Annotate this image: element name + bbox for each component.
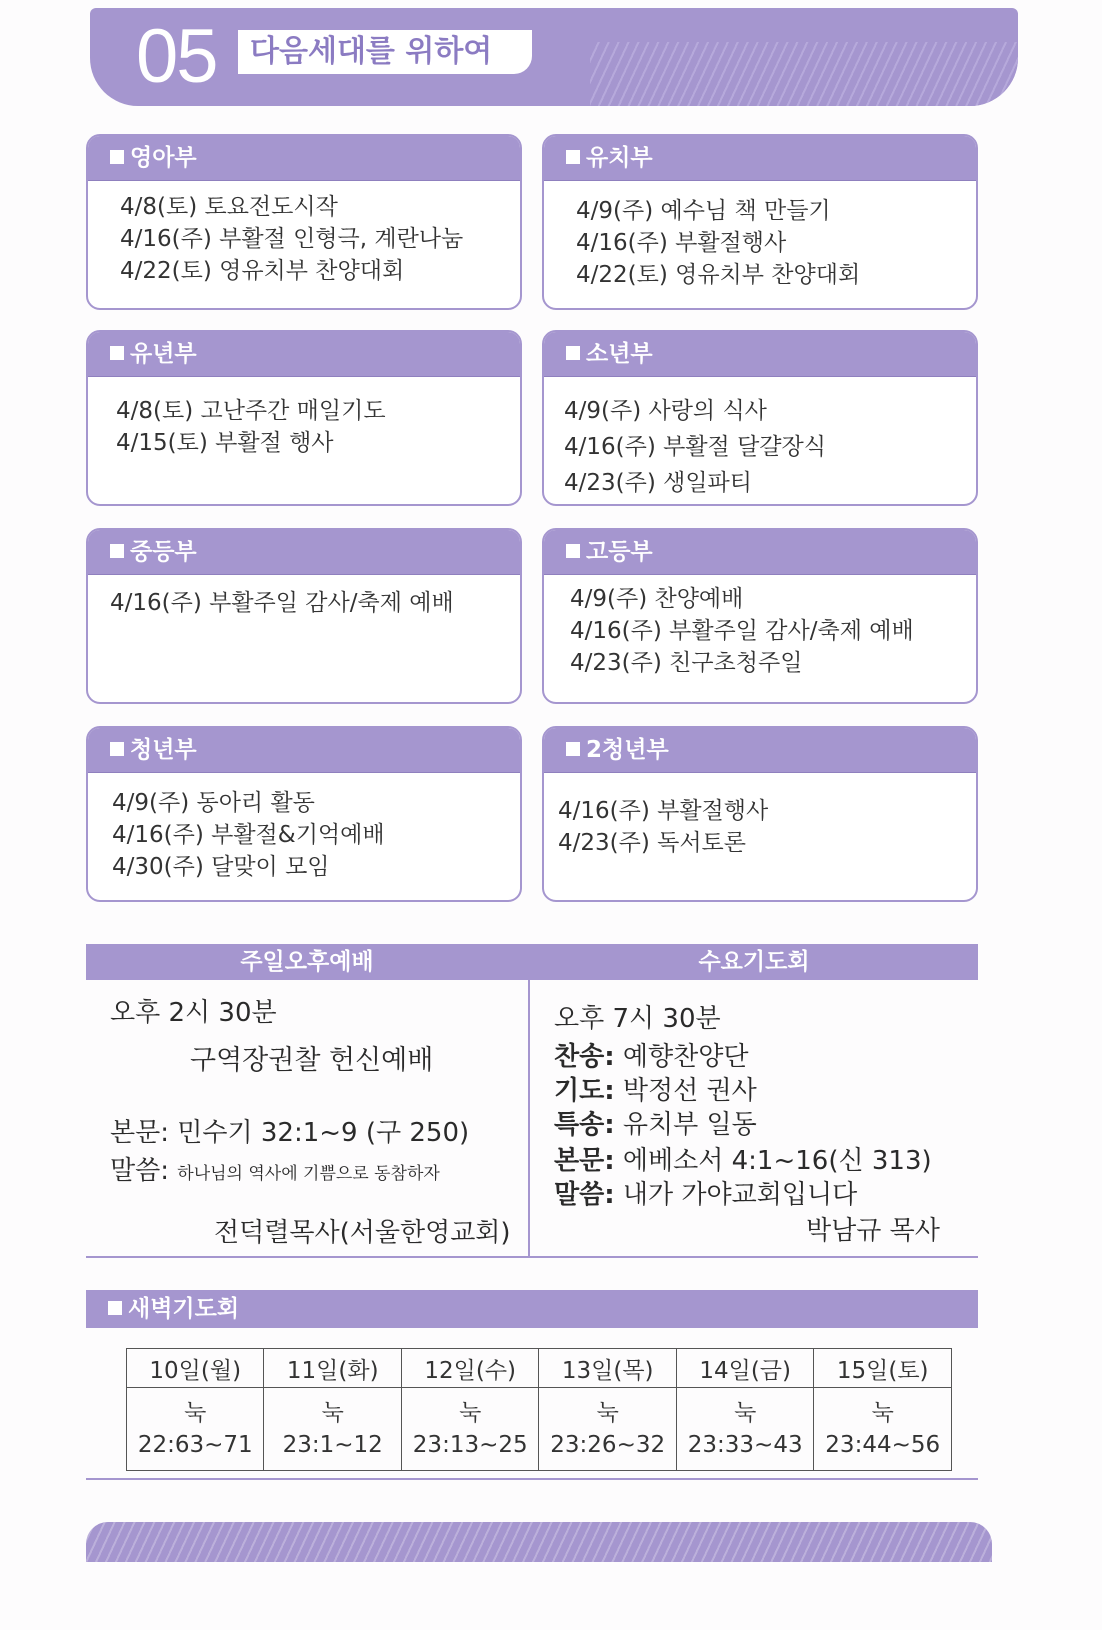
dept-item: 4/15(토) 부활절 행사 [116, 430, 334, 456]
dept-box-elementary-junior [86, 330, 522, 506]
row-value: 내가 가야교회입니다 [622, 1180, 858, 1210]
ref-book: 눅 [871, 1400, 894, 1426]
ref-book: 눅 [596, 1400, 619, 1426]
square-bullet-icon [566, 150, 580, 164]
square-bullet-icon [110, 544, 124, 558]
dept-box-young-adult-2 [542, 726, 978, 902]
day-cell: 10일(월) [127, 1349, 264, 1388]
sermon-label: 말씀: [110, 1156, 169, 1186]
ref-verse: 23:33~43 [687, 1432, 803, 1458]
dept-name: 고등부 [586, 539, 653, 565]
dept-header [88, 136, 520, 181]
row-value: 박정선 권사 [622, 1076, 757, 1106]
dept-item: 4/16(주) 부활주일 감사/축제 예배 [110, 590, 454, 616]
square-bullet-icon [566, 742, 580, 756]
dept-item: 4/23(주) 친구초청주일 [570, 650, 803, 676]
dept-item: 4/16(주) 부활주일 감사/축제 예배 [570, 618, 914, 644]
section-title: 다음세대를 위하여 [238, 30, 532, 74]
text-label: 본문: [110, 1118, 169, 1148]
dept-item: 4/30(주) 달맞이 모임 [112, 854, 330, 880]
dept-name: 유년부 [130, 341, 197, 367]
row-label: 본문: [554, 1146, 615, 1176]
day-cell: 14일(금) [676, 1349, 813, 1388]
dawn-bottom-rule [86, 1478, 978, 1480]
ref-book: 눅 [734, 1400, 757, 1426]
wednesday-row [554, 1070, 757, 1107]
ref-cell [127, 1388, 264, 1471]
dept-item: 4/22(토) 영유치부 찬양대회 [120, 258, 405, 284]
day-cell: 11일(화) [264, 1349, 401, 1388]
row-value: 예향찬양단 [622, 1042, 749, 1072]
wednesday-service-time: 오후 7시 30분 [554, 1004, 721, 1034]
dept-item: 4/22(토) 영유치부 찬양대회 [576, 262, 861, 288]
row-value: 유치부 일동 [622, 1110, 757, 1140]
dept-header [544, 136, 976, 181]
dept-box-kindergarten [542, 134, 978, 310]
sunday-service-sermon [110, 1150, 440, 1187]
dept-item: 4/9(주) 동아리 활동 [112, 790, 315, 816]
dept-name: 유치부 [586, 145, 653, 171]
dawn-prayer-header [86, 1290, 978, 1328]
dawn-prayer-title: 새벽기도회 [128, 1296, 240, 1322]
dept-item: 4/16(주) 부활절 인형극, 계란나눔 [120, 226, 464, 252]
dept-box-young-adult [86, 726, 522, 902]
dept-item: 4/23(주) 생일파티 [564, 470, 752, 496]
section-banner [90, 8, 1018, 106]
dawn-prayer-table [126, 1348, 952, 1471]
wednesday-row [554, 1174, 857, 1211]
dept-header [88, 332, 520, 377]
day-cell: 13일(목) [539, 1349, 676, 1388]
ref-verse: 23:1~12 [282, 1432, 383, 1458]
dept-header [88, 530, 520, 575]
square-bullet-icon [566, 346, 580, 360]
sermon-value: 하나님의 역사에 기쁨으로 동참하자 [177, 1164, 440, 1184]
row-value: 에베소서 4:1~16(신 313) [622, 1146, 932, 1176]
wednesday-service-header: 수요기도회 [530, 944, 978, 980]
dept-header [544, 728, 976, 773]
row-label: 특송: [554, 1110, 615, 1140]
square-bullet-icon [110, 346, 124, 360]
square-bullet-icon [110, 150, 124, 164]
ref-verse: 23:44~56 [825, 1432, 941, 1458]
ref-cell [539, 1388, 676, 1471]
ref-cell [676, 1388, 813, 1471]
row-label: 찬송: [554, 1042, 615, 1072]
dept-box-middle-school [86, 528, 522, 704]
dept-name: 소년부 [586, 341, 653, 367]
service-bottom-rule [86, 1256, 978, 1258]
ref-verse: 23:26~32 [550, 1432, 666, 1458]
dept-item: 4/9(주) 사랑의 식사 [564, 398, 767, 424]
dept-header [544, 530, 976, 575]
ref-book: 눅 [459, 1400, 482, 1426]
day-cell: 15일(토) [814, 1349, 952, 1388]
ref-cell [264, 1388, 401, 1471]
banner-hatch-pattern [590, 42, 1018, 106]
ref-cell [401, 1388, 538, 1471]
ref-verse: 23:13~25 [412, 1432, 528, 1458]
dept-name: 영아부 [130, 145, 197, 171]
footer-hatch-pattern [86, 1522, 992, 1562]
service-divider [528, 944, 530, 1258]
dept-name: 청년부 [130, 737, 197, 763]
ref-verse: 22:63~71 [137, 1432, 253, 1458]
row-label: 말씀: [554, 1180, 615, 1210]
dept-box-infant [86, 134, 522, 310]
sunday-service-time: 오후 2시 30분 [110, 998, 277, 1028]
dept-item: 4/9(주) 예수님 책 만들기 [576, 198, 831, 224]
wednesday-service-preacher: 박남규 목사 [806, 1216, 940, 1246]
dept-name: 2청년부 [586, 737, 669, 763]
dept-item: 4/16(주) 부활절행사 [576, 230, 787, 256]
wednesday-row [554, 1104, 757, 1141]
dept-item: 4/23(주) 독서토론 [558, 830, 746, 856]
footer-bar [86, 1522, 992, 1562]
row-label: 기도: [554, 1076, 615, 1106]
dept-header [88, 728, 520, 773]
ref-book: 눅 [321, 1400, 344, 1426]
dept-item: 4/9(주) 찬양예배 [570, 586, 744, 612]
sunday-service-header: 주일오후예배 [86, 944, 528, 980]
day-cell: 12일(수) [401, 1349, 538, 1388]
sunday-service-text [110, 1112, 469, 1149]
sunday-service-preacher: 전덕렬목사(서울한영교회) [214, 1218, 511, 1248]
wednesday-row [554, 1036, 749, 1073]
square-bullet-icon [110, 742, 124, 756]
text-value: 민수기 32:1~9 (구 250) [177, 1118, 470, 1148]
dept-box-elementary-senior [542, 330, 978, 506]
ref-cell [814, 1388, 952, 1471]
dept-item: 4/8(토) 토요전도시작 [120, 194, 338, 220]
square-bullet-icon [566, 544, 580, 558]
dept-item: 4/16(주) 부활절행사 [558, 798, 769, 824]
dept-item: 4/16(주) 부활절&기억예배 [112, 822, 385, 848]
dept-box-high-school [542, 528, 978, 704]
wednesday-row [554, 1140, 932, 1177]
dept-name: 중등부 [130, 539, 197, 565]
ref-book: 눅 [184, 1400, 207, 1426]
section-number: 05 [136, 14, 217, 99]
dept-header [544, 332, 976, 377]
dept-item: 4/8(토) 고난주간 매일기도 [116, 398, 386, 424]
sunday-service-subtitle: 구역장권찰 헌신예배 [190, 1045, 434, 1076]
square-bullet-icon [108, 1301, 122, 1315]
dept-item: 4/16(주) 부활절 달걀장식 [564, 434, 826, 460]
